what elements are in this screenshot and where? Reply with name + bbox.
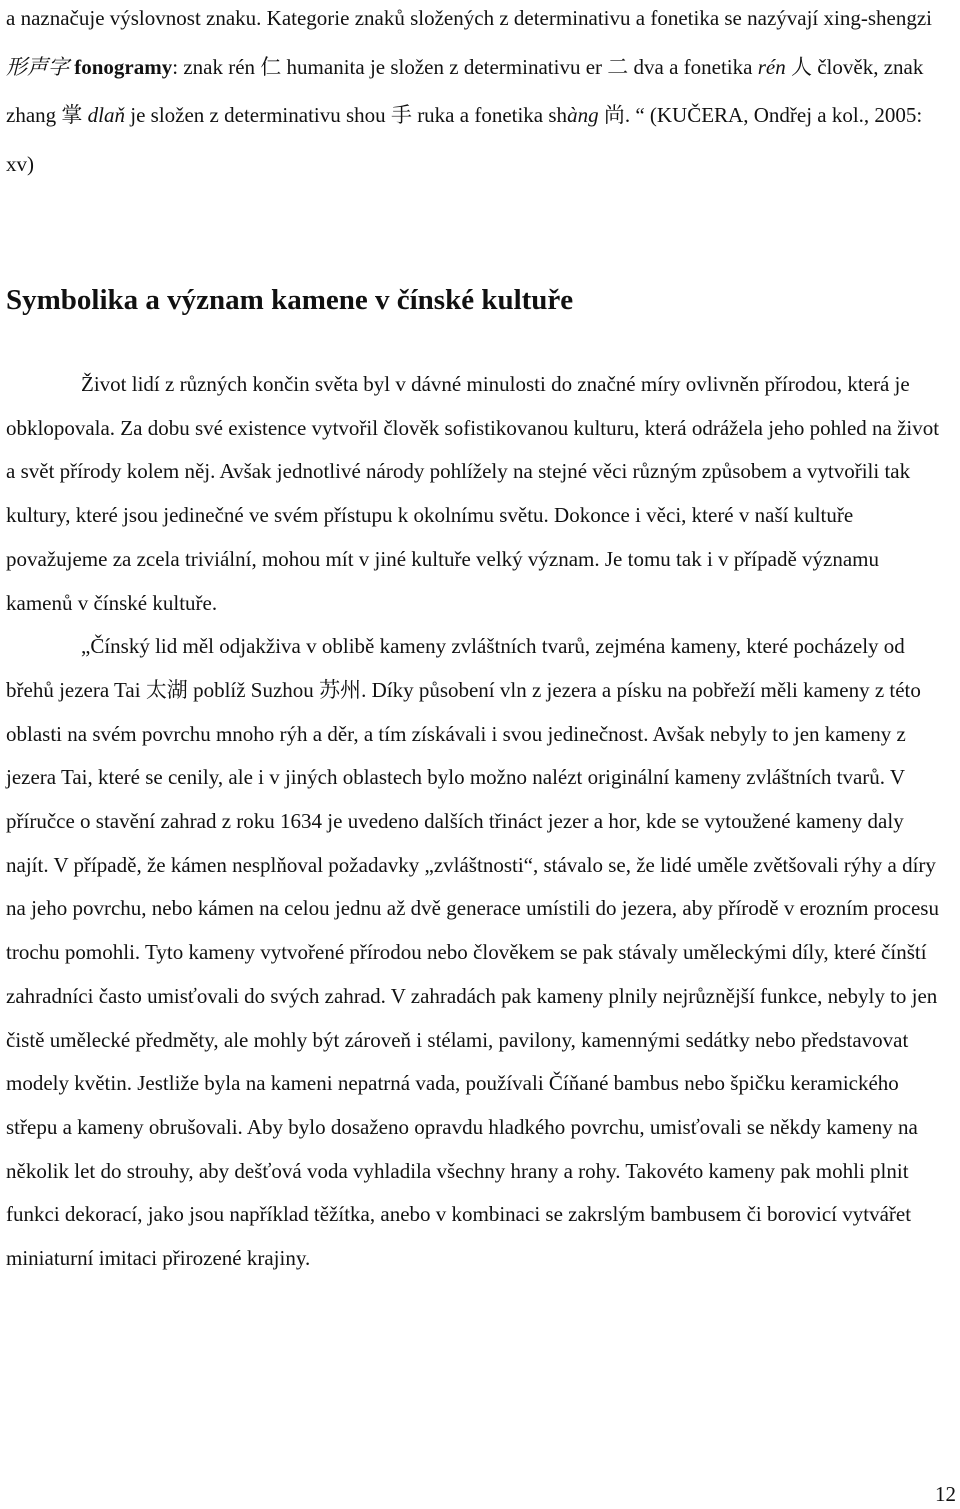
hanzi-er: 二: [607, 54, 629, 79]
page-number: 12: [935, 1482, 956, 1506]
intro-text-3: humanita je složen z determinativu er: [281, 54, 608, 79]
term-fonogramy: fonogramy: [69, 54, 173, 79]
pinyin-ang: àng: [567, 103, 599, 127]
paragraph-2: [6, 625, 950, 1281]
section-heading: Symbolika a význam kamene v čínské kultuře: [6, 284, 574, 316]
hanzi-shang: 尚: [603, 103, 625, 127]
paragraph-2-text-1: „Čínský lid měl odjakživa v oblibě kameny zvláštních tvarů, zejména kameny, které pocházely od břehů jezera Tai: [6, 634, 905, 702]
intro-text-1: a naznačuje výslovnost znaku. Kategorie znaků složených z determinativu a fonetika se nazývají xing-shengzi: [6, 6, 932, 30]
hanzi-ren-person: 人: [790, 54, 812, 79]
intro-text-6: člověk, znak zhang: [6, 54, 924, 127]
hanzi-taihu: 太湖: [145, 677, 188, 702]
paragraph-1: [6, 363, 950, 625]
word-dlan: dlaň: [87, 103, 125, 127]
intro-text-2: : znak rén: [172, 54, 261, 79]
intro-text-8: je složen z determinativu shou: [125, 103, 391, 127]
paragraph-1-text: Život lidí z různých končin světa byl v dávné minulosti do značné míry ovlivněn přírodou, která je obklopovala. Za dobu své existence vytvořil člověk sofistikovanou kulturu, která odrážela jeho pohled na život a svět přírody kolem něj. Avšak jednotlivé národy pohlížely na stejné věci různým způsobem a vytvořili tak kultury, které jsou jedinečné ve svém přístupu k okolnímu světu. Dokonce i věci, které v naší kultuře považujeme za zcela triviální, mohou mít v jiné kultuře velký význam. Je tomu tak i v případě významu kamenů v čínské kultuře.: [6, 372, 940, 615]
hanzi-zhang: 掌: [61, 103, 83, 127]
hanzi-shou: 手: [390, 103, 412, 127]
intro-text-4: dva a fonetika: [628, 54, 758, 79]
section-body: [6, 363, 950, 1281]
intro-text-9: ruka a fonetika sh: [411, 103, 568, 127]
paragraph-2-text-2: poblíž Suzhou: [187, 677, 320, 702]
hanzi-ren-humanity: 仁: [260, 54, 282, 79]
pinyin-ren: rén: [757, 54, 786, 79]
intro-citation: . “ (KUČERA, Ondřej a kol., 2005: xv): [6, 103, 923, 176]
hanzi-xingshengzi: 形声字: [6, 54, 69, 79]
hanzi-suzhou: 苏州: [319, 677, 362, 702]
paragraph-2-text-3: . Díky působení vln z jezera a písku na pobřeží měli kameny z této oblasti na svém povrchu mnoho rýh a děr, a tím získávali i svou jedinečnost. Avšak nebyly to jen kameny z jezera Tai, které se cenily, ale i v jiných oblastech bylo možno nalézt originální kameny zvláštních tvarů. V příručce o stavění zahrad z roku 1634 je uvedeno dalších třináct jezer a hor, kde se vytoužené kameny daly najít. V případě, že kámen nesplňoval požadavky „zvláštnosti“, stávalo se, že lidé uměle zvětšovali rýhy a díry na jeho povrchu, nebo kámen na celou jednu až dvě generace umístili do jezera, aby přírodě v erozním procesu trochu pomohli. Tyto kameny vytvořené přírodou nebo člověkem se pak stávaly uměleckými díly, které čínští zahradníci často umisťovali do svých zahrad. V zahradách pak kameny plnily nejrůznější funkce, nebyly to jen čistě umělecké předměty, ale mohly být zároveň i stélami, pavilony, kamennými sedátky nebo představovat modely květin. Jestliže byla na kameni nepatrná vada, používali Číňané bambus nebo špičku keramického střepu a kameny obrušovali. Aby bylo dosaženo opravdu hladkého povrchu, umisťovali se někdy kameny na několik let do strouhy, aby dešťová voda vyhladila všechny hrany a rohy. Takovéto kameny pak mohli plnit funkci dekorací, jako jsou například těžítka, anebo v kombinaci se zakrslým bambusem či borovicí vytvářet miniaturní imitaci přirozené krajiny.: [6, 677, 939, 1271]
intro-paragraph: [6, 0, 950, 188]
